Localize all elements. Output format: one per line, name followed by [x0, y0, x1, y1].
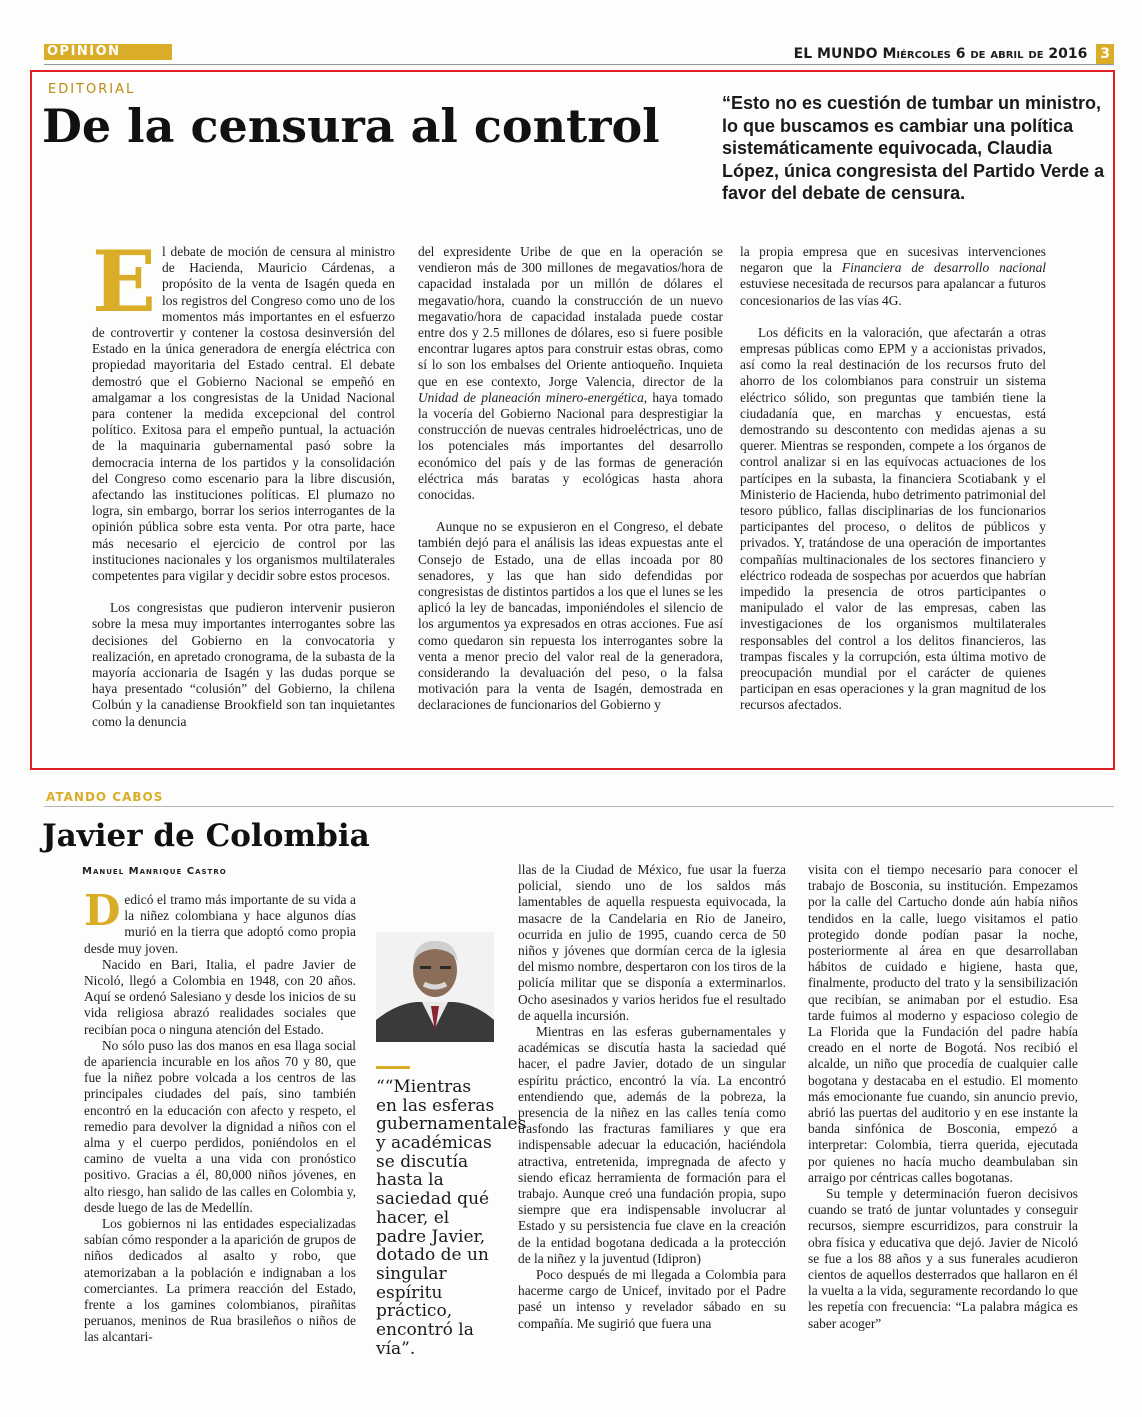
paragraph-text: edicó el tramo más importante de su vida a la niñez colombiana y hace algunos días murió en la tierra que adoptó como propia desde muy joven. [84, 892, 356, 956]
section-label: OPINIÓN [47, 44, 121, 59]
paragraph-text: l debate de moción de censura al ministro de Hacienda, Mauricio Cárdenas, a propósito de la venta de Isagén queda en los registros del Congreso como uno de los momentos más importantes en el esfuerzo de controvertir y contener la costosa desinversión del Estado en la única generadora de energía eléctrica con propiedad mayoritaria del Estado central. El debate demostró que el Gobierno Nacional se empeñó en amalgamar a los congresistas de la Unidad Nacional para contener la medida excepcional del control político. Exitosa para el empeño puntual, la actuación de la maquinaria gubernamental pasó sobre la democracia interna de los partidos y la consolidación del Congreso como escenario para la libre discusión, afectando las instituciones políticas. El plumazo no logra, sin embargo, borrar los serios interrogantes de la opinión pública sobre esta venta. Por otra parte, hace más necesario el ejercicio de control por las instituciones nacionales y los organismos multilaterales competentes para vigilar y decidir sobre estos procesos. [92, 244, 395, 584]
column-kicker: ATANDO CABOS [46, 790, 164, 804]
paragraph-text: estuviese necesitada de recursos para apalancar a futuros concesionarios de las vías 4G. [740, 276, 1046, 308]
column-paragraph: Los gobiernos ni las entidades especializadas sabían cómo responder a la aparición de grupos de niños dedicados al asalto y robo, que atemorizaban a la población e indignaban a los comerciantes. La primera reacción del Estado, frente a los gamines colombianos, pirañitas peruanos, meninos de Rua brasileños o niños de las alcantari- [84, 1216, 356, 1345]
section-tag [44, 44, 172, 60]
editorial-paragraph: Aunque no se expusieron en el Congreso, el debate también dejó para el análisis las ideas expuestas ante el Consejo de Estado, una de ellas incoada por 80 senadores, y las que han sido defendidas por congresistas de distintos partidos a los que el lunes se les aplicó la ley de bancadas, imponiéndoles el silencio de los argumentos ya expresados en otras acciones. Fue así como quedaron sin repuesta los interrogantes sobre la venta a menor precio del valor real de la generadora, considerando la devaluación del peso, o la falsa motivación para la venta de Isagén, demostrada en declaraciones de funcionarios del Gobierno y [418, 519, 723, 713]
portrait-image [376, 932, 494, 1042]
paper-name: EL MUNDO [793, 46, 878, 62]
byline: Manuel Manrique Castro [82, 866, 227, 877]
column-text-2 [518, 862, 786, 1332]
drop-cap: E [92, 232, 157, 331]
editorial-column-1 [92, 232, 395, 730]
editorial-kicker: EDITORIAL [48, 82, 136, 97]
editorial-column-2 [418, 244, 723, 714]
column-paragraph: visita con el tiempo necesario para conocer el trabajo de Bosconia, su institución. Empezamos por la calle del Cartucho donde aún había niños tendidos en la calle, luego visitamos el patio protegido donde podían pasar la noche, posteriormente al área en que desarrollaban hábitos de cuidado e higiene, hasta que, finalmente, producto del trato y la sensibilización que recibían, se animaban por el estudio. Esa tarde fuimos al moderno y espacioso colegio de La Florida que la Fundación del padre había creado en el norte de Bogotá. Nos recibió el alcalde, un niño que procedía de cualquier calle bogotana y destacaba en el estudio. El momento más emocionante fue cuando, sin anuncio previo, abrió las puertas del auditorio y en ese instante la banda sinfónica de Bosconia, empezó a interpretar: Colombia, tierra querida, ejecutada por quienes no hacía mucho deambulaban sin arraigo por céntricas calles bogotanas. [808, 862, 1078, 1185]
editorial-paragraph: Los déficits en la valoración, que afectarán a otras empresas públicas como EPM y a accionistas privados, así como la real destinación de los recursos fruto del ahorro de los colombianos para construir un sistema eléctrico sólido, son preguntas que también tiene la ciudadanía que, en marchas y encuestas, está demostrando su descontento con medidas ajenas a su querer. Mientras se responden, compete a los órganos de control analizar si en las equívocas actuaciones de los partícipes en la subasta, la financiera Scotiabank y el Ministerio de Hacienda, hubo detrimento patrimonial del tesoro público, fallas disciplinarias de los funcionarios participantes del proceso, o delitos de públicos y privados. Y, tratándose de una operación de importantes compañías multinacionales de los sectores financiero y eléctrico rodeada de sospechas por acuerdos que habrían impedido la presencia de otros participantes o manipulado el valor de las empresas, caben las investigaciones de los organismos multilaterales responsables del control a los delitos financieros, las trampas fiscales y la corrupción, esta última motivo de preocupación mundial por el carácter de quienes participan en esas operaciones y la gran magnitud de los recursos afectados. [740, 324, 1046, 713]
page-number: 3 [1096, 44, 1114, 64]
editorial-column-3 [740, 244, 1046, 714]
masthead [794, 44, 1114, 64]
column-paragraph: Poco después de mi llegada a Colombia para hacerme cargo de Unicef, invitado por el Padre pasé un intenso y revelador sábado en su compañía. Me sugirió que fuera una [518, 1267, 786, 1331]
drop-cap: D [84, 886, 121, 935]
header-rule [44, 64, 1114, 65]
pullquote-rule [376, 1066, 410, 1069]
column-headline: Javier de Colombia [42, 818, 370, 854]
column-text-1 [84, 886, 356, 1346]
editorial-quote: “Esto no es cuestión de tumbar un ministro, lo que buscamos es cambiar una política sistemáticamente equivocada, Claudia López, única congresista del Partido Verde a favor del debate de censura. [722, 93, 1105, 203]
column-paragraph: Nacido en Bari, Italia, el padre Javier de Nicoló, llegó a Colombia en 1948, con 20 años. Aquí se ordenó Salesiano y desde los inicios de su vida religiosa abrazó realidades sociales que recibían poca o ninguna atención del Estado. [84, 956, 356, 1037]
column-paragraph: Su temple y determinación fueron decisivos cuando se trató de juntar voluntades y conseguir recursos, siempre escurridizos, para construir la obra física y educativa que dejó. Javier de Nicoló se fue a los 88 años y a sus funerales acudieron cientos de aquellos desterrados que hallaron en él la vuelta a la vida, seguramente recordando lo que les repetía con frecuencia: “La palabra mágica es saber acoger” [808, 1186, 1078, 1331]
column-paragraph: Mientras en las esferas gubernamentales y académicas se discutía hasta la saciedad qué hacer, el padre Javier, dotado de un singular espíritu práctico, encontró la vía. La encontró entendiendo que, además de la pobreza, la presencia de la niñez en las calles tenía como trasfondo las fracturas familiares y que era indispensable adecuar la educación, haciéndola atractiva, entretenida, impregnada de afecto y siendo eficaz herramienta de formación para el trabajo. Aunque creó una fundación propia, supo siempre que era indispensable involucrar al Estado y su persistencia fue clave en la creación de la entidad bogotana dedicada a la protección de la niñez y la juventud (Idipron) [518, 1024, 786, 1266]
column-text-3 [808, 862, 1078, 1332]
author-portrait [376, 932, 494, 1042]
column-paragraph [84, 886, 356, 957]
editorial-paragraph [418, 244, 723, 503]
italic-entity: Unidad de planeación minero-energética, [418, 389, 648, 405]
editorial-paragraph: Los congresistas que pudieron intervenir pusieron sobre la mesa muy importantes interrogantes sobre las decisiones del Gobierno en la convocatoria y realización, en apretado cronograma, de la subasta de la mayoría accionaria de Isagén y las dudas porque se haya presentado “colusión” del Gobierno, la chilena Colbún y la canadiense Brookfield son tan inquietantes como la denuncia [92, 600, 395, 729]
column-paragraph: llas de la Ciudad de México, fue usar la fuerza policial, siendo uno de los saldos más lamentables de aquella respuesta equivocada, la masacre de la Candelaria en Rio de Janeiro, ocurrida en julio de 1995, cuando cerca de 50 niños y jóvenes que dormían cerca de la iglesia del mismo nombre, despertaron con los tiros de la policía militar que se disponía a exterminarlos. Ocho asesinados y varios heridos fue el resultado de aquella incursión. [518, 862, 786, 1023]
column-paragraph: No sólo puso las dos manos en esa llaga social de apariencia incurable en los años 70 y 80, que fue la niñez pobre volcada a los centros de las principales ciudades del país, sino también encontró en la educación con afecto y respeto, el remedio para devolver la dignidad a niños con el alma y el cuerpo perdidos, poniéndolos en el camino de vuelta a una vida con pronóstico positivo. Gracias a él, 80,000 niños jóvenes, en alto riesgo, han salido de las calles en Colombia y, desde luego de las de Medellín. [84, 1037, 356, 1215]
editorial-paragraph [740, 244, 1046, 309]
pullquote: ““Mientras en las esferas gubernamentales y académicas se discutía hasta la saciedad qué hacer, el padre Javier, dotado de un singular espíritu práctico, encontró la vía”. [376, 1077, 527, 1359]
editorial-paragraph [92, 232, 395, 584]
paragraph-text: haya tomado la vocería del Gobierno Nacional para desprestigiar la construcción de nuevas centrales hidroeléctricas, uno de los potenciales más importantes del desarrollo económico del país y de las formas de generación eléctrica más baratas y ecológicas hasta ahora conocidas. [418, 389, 723, 503]
paragraph-text: del expresidente Uribe de que en la operación se vendieron más de 300 millones de megavatios/hora de capacidad instalada por un millón de dólares el megavatio/hora, cuando la construcción de un nuevo megavatio/hora de capacidad instalada puede costar entre dos y 2.5 millones de dólares, eso si fuere posible encontrar lugares aptos para construir estas obras, como sí lo son los embalses del Oriente antioqueño. Inquieta que en ese contexto, Jorge Valencia, director de la [418, 244, 723, 389]
italic-entity: Financiera de desarrollo nacional [841, 260, 1047, 276]
section-rule [44, 806, 1114, 807]
issue-date: Miércoles 6 de abril de 2016 [882, 46, 1088, 62]
editorial-headline: De la censura al control [42, 99, 660, 153]
paragraph-text: la propia empresa que en sucesivas intervenciones negaron que la [740, 244, 1046, 276]
